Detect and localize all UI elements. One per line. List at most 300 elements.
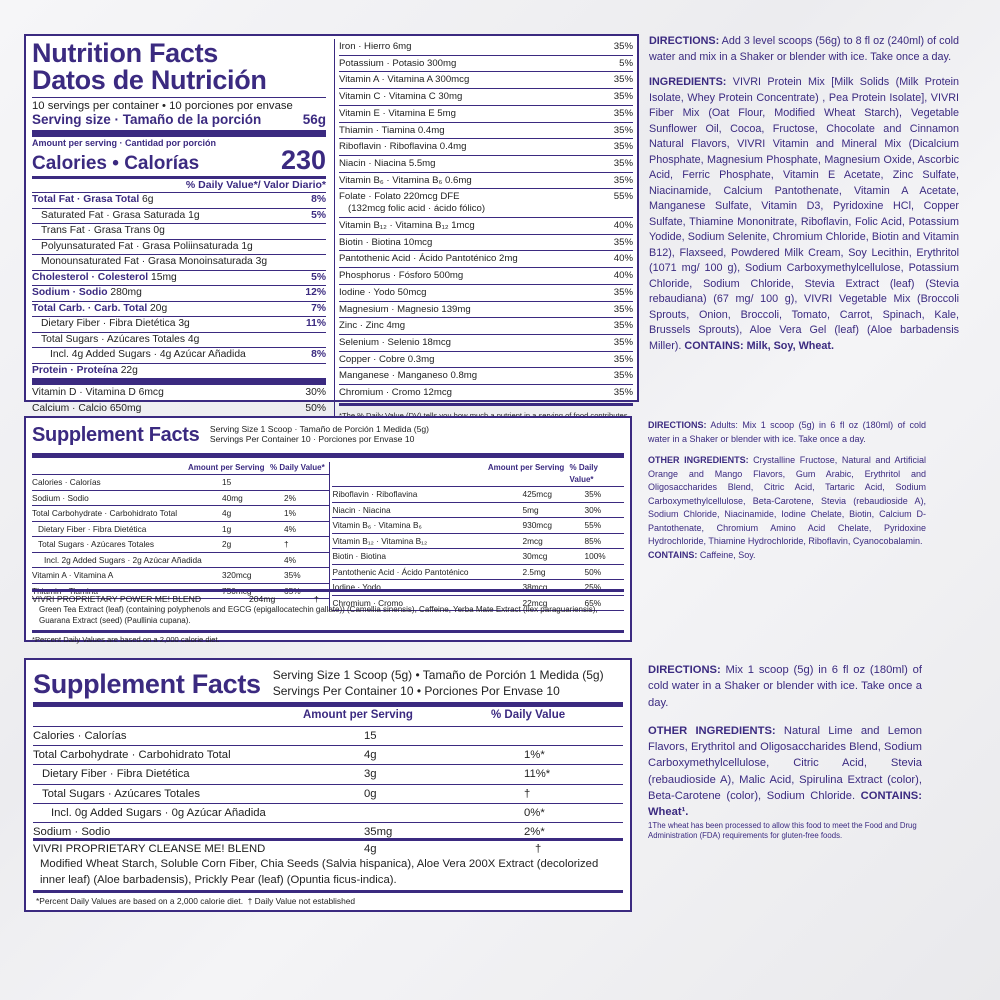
nf-micronutrient-name: Vitamin C · Vitamina C 30mg	[339, 91, 463, 103]
sf1-row-name: Vitamin B₆ · Vitamina B₆	[332, 520, 422, 530]
energy-ingredients-label: OTHER INGREDIENTS:	[648, 455, 749, 465]
sf1-row-dv: 1%	[284, 508, 296, 518]
nf-micronutrient-dv: 35%	[613, 91, 633, 103]
protein-directions-text	[649, 34, 959, 354]
nf-micronutrient-name: Magnesium · Magnesio 139mg	[339, 303, 471, 315]
nf-micronutrient-line	[339, 285, 633, 301]
nf-calories-label: Calories • Calorías	[32, 153, 200, 174]
nf-micronutrient-line	[339, 385, 633, 401]
sf1-row-name: Thiamin · Tiamina	[32, 585, 98, 596]
energy-contains-body: Caffeine, Soy.	[697, 549, 756, 560]
protein-directions-body: Add 3 level scoops (56g) to 8 fl oz (240ml) of cold water and mix in a Shaker or blender with ice. Take once a day.	[649, 35, 959, 63]
nf-micronutrient-row	[339, 173, 633, 190]
sf2-table-row	[33, 784, 623, 803]
nf-micronutrient-row	[339, 268, 633, 285]
nf-micronutrient-row	[339, 218, 633, 235]
sf1-right-header	[332, 462, 624, 487]
nf-micronutrient-name: Thiamin · Tiamina 0.4mg	[339, 124, 445, 136]
protein-directions-label: DIRECTIONS:	[649, 35, 720, 47]
sf1-row-amount: 40mg	[222, 492, 243, 503]
cleanse-contains-label: CONTAINS: Wheat¹.	[648, 790, 922, 819]
nf-nutrient-amount: Trans Fat · Grasa Trans 0g	[41, 225, 165, 236]
sf1-header	[32, 424, 624, 447]
sf1-serving-line2: Servings Per Container 10 · Porciones por Envase 10	[209, 434, 415, 444]
nf-serving-size-label: Serving size · Tamaño de la porción	[32, 112, 262, 127]
sf2-serving-line1: Serving Size 1 Scoop (5g) • Tamaño de Porción 1 Medida (5g)	[272, 668, 604, 682]
sf2-table-row	[33, 764, 623, 783]
sf2-row-amount: 35mg	[364, 826, 393, 839]
sf1-col-amount: Amount per Serving	[487, 463, 565, 472]
sf1-row-dv: 4%	[284, 523, 296, 534]
sf1-row-dv: 35%	[584, 489, 602, 499]
sf1-row-name: Total Sugars · Azúcares Totales	[38, 539, 155, 549]
sf2-table-row	[33, 726, 623, 745]
nf-micronutrient-dv: 35%	[613, 236, 633, 248]
nf-micronutrient-line	[339, 56, 633, 72]
sf1-table-row	[32, 537, 329, 553]
nf-nutrient-label: Protein · Proteína	[32, 364, 118, 376]
nf-micronutrient-row	[339, 352, 633, 369]
nf-micronutrient-row	[339, 318, 633, 335]
sf1-row-amount: 1g	[222, 523, 232, 534]
nf-nutrient-label: Cholesterol · Colesterol	[32, 271, 149, 283]
nf-micronutrient-name: Pantothenic Acid · Ácido Pantoténico 2mg	[339, 253, 518, 265]
nf-micronutrient-row	[339, 189, 633, 218]
sf1-blend-amt: 204mg	[249, 594, 276, 604]
nf-micronutrient-row	[339, 139, 633, 156]
nf-nutrient-name	[32, 286, 142, 301]
nf-micronutrient-line	[339, 302, 633, 318]
sf1-serving	[210, 424, 429, 444]
nf-nutrient-row	[32, 364, 326, 379]
protein-ingredients-label: INGREDIENTS:	[649, 76, 727, 88]
nf-nutrient-amount: Saturated Fat · Grasa Saturada 1g	[41, 209, 200, 221]
protein-contains-label: CONTAINS:	[681, 339, 744, 352]
nf-nutrient-name	[41, 255, 267, 270]
nf-nutrient-row	[32, 317, 326, 333]
nf-nutrient-amount: Incl. 4g Added Sugars · 4g Azúcar Añadida	[50, 349, 246, 360]
nf-micronutrient-row	[339, 106, 633, 123]
nf-micronutrient-row	[339, 251, 633, 268]
energy-directions	[648, 419, 926, 446]
nf-nutrient-name	[32, 364, 138, 379]
nf-nutrient-amount: Dietary Fiber · Fibra Dietética 3g	[41, 318, 190, 329]
nf-nutrient-amount: 280mg	[107, 287, 142, 298]
nf-nutrient-row	[32, 271, 326, 287]
nf-micronutrient-name: Iron · Hierro 6mg	[339, 41, 412, 52]
nf-nutrient-dv: 8%	[311, 349, 326, 360]
sf1-blend-desc-text: Green Tea Extract (leaf) (containing polyphenols and EGCG (epigallocatechin gallate)) (Camellia sinensis), Caffeine, Yerba Mate Extract (Ilex paraguariensis), Guarana Extract (seed) (Paullinia cupana).	[39, 605, 598, 625]
sf2-col-dv: % Daily Value	[491, 709, 566, 721]
sf1-row-amount: 2.5mg	[522, 566, 546, 577]
sf1-row-name: Chromium · Cromo	[332, 597, 404, 608]
sf1-row-amount: 38mcg	[522, 582, 548, 592]
sf1-row-name: Calories · Calorías	[32, 477, 101, 487]
energy-ingredients	[648, 454, 926, 549]
sf1-table-row	[332, 503, 624, 519]
sf1-row-dv: 65%	[584, 597, 602, 608]
nf-nutrient-amount: Polyunsaturated Fat · Grasa Poliinsaturada 1g	[41, 240, 253, 252]
nf-micronutrient-name: Zinc · Zinc 4mg	[339, 320, 406, 332]
sf1-blend-row	[32, 594, 624, 605]
nf-micronutrient-dv: 40%	[613, 270, 633, 282]
sf1-row-name: Vitamin B₁₂ · Vitamina B₁₂	[332, 535, 428, 546]
nf-amount-per: Amount per serving · Cantidad por porción	[32, 138, 217, 148]
nf-nutrient-row	[32, 255, 326, 271]
nf-nutrient-row	[32, 209, 326, 225]
sf1-title: Supplement Facts	[32, 424, 200, 446]
nf-nutrient-dv: 7%	[311, 302, 326, 314]
sf1-row-dv: †	[284, 539, 289, 549]
nf-micronutrient-dv: 35%	[613, 336, 633, 348]
nf-nutrient-label: Sodium · Sodio	[32, 287, 108, 298]
sf1-col-amount: Amount per Serving	[188, 463, 265, 472]
nf-micronutrient-row	[339, 156, 633, 173]
nf-title-es: Datos de Nutrición	[32, 65, 267, 95]
nf-nutrient-name	[32, 302, 167, 317]
nf-micronutrient-row	[339, 235, 633, 252]
cleanse-ingredients	[648, 723, 922, 821]
sf1-table-row	[32, 506, 329, 522]
nf-nutrient-row	[32, 193, 326, 209]
sf1-row-name: Biotin · Biotina	[332, 551, 386, 561]
energy-contains	[648, 549, 926, 563]
nf-micronutrient-line	[339, 218, 633, 234]
nf-right-column	[334, 39, 633, 431]
nf-micronutrient-name: Niacin · Niacina 5.5mg	[339, 157, 436, 169]
nf-nutrient-label: Total Fat · Grasa Total	[32, 194, 140, 205]
sf1-row-amount: 30mcg	[522, 551, 548, 561]
nf-nutrient-name	[32, 193, 154, 208]
nf-micronutrient-name: Copper · Cobre 0.3mg	[339, 353, 435, 365]
nf-nutrient-dv: 5%	[311, 271, 326, 283]
nf-micronutrient-dv: 40%	[613, 253, 633, 265]
nf-micronutrient-dv: 35%	[613, 107, 633, 119]
cleanse-directions-label: DIRECTIONS:	[648, 664, 721, 676]
sf1-row-amount: 2mcg	[522, 535, 543, 546]
sf2-title: Supplement Facts	[33, 669, 261, 699]
sf2-row-dv: 0%*	[524, 806, 545, 819]
sf1-table-row	[32, 568, 329, 584]
sf2-row-amount	[364, 804, 524, 822]
protein-directions	[649, 34, 959, 65]
sf2-blend-row	[33, 842, 623, 857]
energy-directions-label: DIRECTIONS:	[648, 420, 707, 430]
sf1-row-amount: 930mcg	[522, 520, 552, 530]
sf1-table-row	[332, 487, 624, 503]
nf-nutrient-row	[32, 286, 326, 302]
sf1-col-name	[32, 462, 188, 474]
cleanse-directions-body: Mix 1 scoop (5g) in 6 fl oz (180ml) of cold water in a Shaker or blender with ice. Take once a day.	[648, 664, 922, 709]
energy-directions-text	[648, 419, 926, 562]
nf-nutrient-list	[32, 193, 326, 378]
cleanse-ingredients-body: Natural Lime and Lemon Flavors, Erythritol and Oligosaccharides Blend, Sodium Carboxymethylcellulose, Citric Acid, Stevia (rebaudioside A), Malic Acid, Spirulina Extract (color), Beta-Carotene (color), Sodium Chloride.	[648, 724, 922, 803]
sf1-row-dv: 2%	[284, 492, 296, 503]
sf2-blend	[33, 838, 623, 888]
nf-nutrient-dv: 12%	[305, 287, 326, 298]
sf1-row-dv: 55%	[584, 520, 602, 530]
sf1-blend-dv: †	[314, 594, 319, 604]
sf1-col-name	[332, 462, 487, 486]
sf1-row-name: Pantothenic Acid · Ácido Pantoténico	[332, 566, 469, 577]
nf-servings: 10 servings per container • 10 porciones por envase	[32, 100, 293, 112]
nf-micronutrient-name: Vitamin B₆ · Vitamina B₆ 0.6mg	[339, 174, 472, 186]
sf2-row-amount: 3g	[364, 768, 377, 781]
sf2-table	[33, 726, 623, 841]
sf1-row-amount: 320mcg	[222, 570, 252, 580]
sf2-row-dv: 11%*	[524, 768, 551, 781]
nf-vitamin-dv: 50%	[305, 403, 326, 414]
sf1-row-dv: 4%	[284, 554, 296, 565]
nf-micronutrient-line	[339, 251, 633, 267]
nf-nutrient-dv: 8%	[311, 194, 326, 205]
sf2-row-name: Sodium · Sodio	[33, 826, 111, 839]
nf-micronutrient-row	[339, 285, 633, 302]
sf1-row-dv: 85%	[584, 535, 602, 546]
nf-micronutrient-dv: 55%	[613, 191, 633, 203]
sf1-row-amount: 15	[222, 477, 232, 487]
sf1-row-dv: 25%	[584, 582, 602, 592]
nf-micronutrient-row	[339, 302, 633, 319]
cleanse-ingredients-label: OTHER INGREDIENTS:	[648, 724, 776, 737]
supplement-facts-panel-1	[24, 416, 632, 642]
nf-micronutrient-name: Riboflavin · Riboflavina 0.4mg	[339, 141, 467, 153]
nf-micronutrient-dv: 35%	[613, 320, 633, 332]
sf1-table-row	[332, 518, 624, 534]
nf-nutrient-dv: 5%	[311, 209, 326, 221]
nf-serving-size	[32, 112, 326, 128]
cleanse-directions	[648, 662, 922, 711]
nf-micronutrient-line	[339, 72, 633, 88]
nf-micronutrient-name: Selenium · Selenio 18mcg	[339, 336, 451, 348]
sf1-table-row	[332, 565, 624, 581]
sf2-row-amount: 15	[364, 730, 377, 742]
sf2-serving-line2: Servings Per Container 10 • Porciones Por Envase 10	[272, 684, 560, 698]
nf-nutrient-name	[50, 348, 246, 363]
sf1-footnote: *Percent Daily Values are based on a 2,000 calorie diet.	[32, 635, 220, 644]
nf-micronutrient-line	[339, 39, 633, 55]
cleanse-directions-text	[648, 662, 922, 842]
sf1-blend-desc	[32, 605, 624, 626]
nf-nutrient-row	[32, 224, 326, 240]
energy-directions-body: Adults: Mix 1 scoop (5g) in 6 fl oz (180ml) of cold water in a Shaker or blender with ice. Take once a day.	[648, 420, 926, 444]
sf2-blend-dv: †	[535, 843, 542, 855]
sf2-blend-name: VIVRI PROPRIETARY CLEANSE ME! BLEND	[33, 843, 266, 855]
nf-micronutrient-dv: 35%	[613, 370, 633, 382]
sf1-row-name: Vitamin A · Vitamina A	[32, 570, 114, 580]
sf2-footnote: *Percent Daily Values are based on a 2,000 calorie diet. † Daily Value not established	[36, 896, 356, 906]
nf-micronutrient-name: Chromium · Cromo 12mcg	[339, 387, 453, 399]
sf1-row-amount: 425mcg	[522, 489, 552, 499]
nf-micronutrient-name: Manganese · Manganeso 0.8mg	[339, 370, 478, 382]
nf-nutrient-name	[41, 317, 190, 332]
nf-nutrient-name	[32, 271, 177, 286]
sf1-table-row	[32, 553, 329, 569]
sf2-row-name: Dietary Fiber · Fibra Dietética	[42, 768, 190, 781]
sf2-row-name: Incl. 0g Added Sugars · 0g Azúcar Añadida	[51, 806, 266, 819]
nf-micronutrient-line	[339, 318, 633, 334]
sf2-row-name: Calories · Calorías	[33, 730, 127, 742]
nf-micronutrient-dv: 35%	[613, 157, 633, 169]
nf-micronutrient-line	[339, 89, 633, 105]
nf-micronutrient-dv: 35%	[613, 286, 633, 298]
sf1-blend-name: VIVRI PROPRIETARY POWER ME! BLEND	[32, 594, 202, 604]
nf-left-column	[32, 40, 326, 416]
cleanse-note: 1The wheat has been processed to allow this food to meet the Food and Drug Administration (FDA) requirements for gluten-free foods.	[648, 820, 917, 841]
sf1-table-row	[332, 549, 624, 565]
nf-micronutrient-dv: 35%	[613, 124, 633, 136]
sf1-row-dv: 50%	[584, 566, 602, 577]
nf-nutrient-amount: Total Sugars · Azúcares Totales 4g	[41, 333, 200, 345]
nf-vitamin-name: Vitamin D · Vitamina D 6mcg	[32, 387, 164, 398]
nf-vitamin-list	[32, 385, 326, 416]
sf2-header	[33, 667, 623, 701]
supplement-facts-panel-2	[24, 658, 632, 912]
sf1-row-name: Iodine · Yodo	[332, 582, 381, 592]
nf-micronutrient-name: Vitamin A · Vitamina A 300mcg	[339, 74, 470, 86]
sf1-row-amount: 750mcg	[222, 585, 252, 596]
sf2-blend-desc-text: Modified Wheat Starch, Soluble Corn Fiber, Chia Seeds (Salvia hispanica), Aloe Vera 200X Extract (decolorized inner leaf) (Aloe barbadensis), Prickly Pear (leaf) (Opuntia ficus-indica).	[40, 858, 599, 886]
sf1-table-row	[32, 475, 329, 491]
nf-micronutrient-name: Biotin · Biotina 10mcg	[339, 236, 433, 248]
nf-nutrient-label: Total Carb. · Carb. Total	[32, 302, 148, 314]
nf-dv-header: % Daily Value*/ Valor Diario*	[185, 179, 326, 191]
sf1-row-dv: 100%	[584, 551, 606, 561]
sf1-left-header	[32, 462, 329, 475]
sf1-col-dv: % Daily Value*	[569, 463, 598, 484]
nf-micronutrient-line	[339, 173, 633, 189]
nf-micronutrient-name: Vitamin E · Vitamina E 5mg	[339, 107, 456, 119]
sf1-blend	[32, 589, 624, 644]
sf2-blend-desc	[33, 857, 623, 888]
nf-vitamin-dv: 30%	[305, 387, 326, 398]
nf-micronutrient-line	[339, 335, 633, 351]
nf-nutrient-row	[32, 240, 326, 256]
sf2-row-dv: 1%*	[524, 749, 545, 762]
nf-micronutrient-row	[339, 89, 633, 106]
sf1-col-dv: % Daily Value*	[270, 463, 325, 472]
nf-micronutrient-row	[339, 385, 633, 402]
sf1-serving-line1: Serving Size 1 Scoop · Tamaño de Porción 1 Medida (5g)	[209, 424, 430, 434]
protein-ingredients	[649, 75, 959, 354]
nf-micronutrient-line	[339, 139, 633, 155]
sf2-row-name: Total Carbohydrate · Carbohidrato Total	[33, 749, 231, 762]
nf-nutrient-name	[41, 224, 165, 239]
sf1-row-amount: 4g	[222, 508, 232, 518]
nf-micronutrient-dv: 35%	[613, 41, 633, 52]
sf2-blend-amt: 4g	[364, 843, 377, 855]
nf-micronutrient-line	[339, 352, 633, 368]
nf-micronutrient-row	[339, 123, 633, 140]
nf-micronutrient-dv: 35%	[613, 74, 633, 86]
nf-nutrient-amount: 20g	[147, 302, 168, 314]
energy-contains-label: CONTAINS:	[648, 549, 698, 560]
nf-micronutrient-line	[339, 156, 633, 172]
sf1-row-name: Incl. 2g Added Sugars · 2g Azúcar Añadida	[44, 554, 202, 565]
sf2-row-amount: 0g	[364, 787, 377, 800]
nf-nutrient-row	[32, 333, 326, 349]
nf-micronutrient-list	[339, 39, 633, 402]
nf-nutrient-amount: 22g	[117, 364, 138, 376]
nf-nutrient-amount: Monounsaturated Fat · Grasa Monoinsaturada 3g	[41, 256, 268, 267]
sf1-row-dv: 35%	[284, 570, 301, 580]
sf1-row-dv: 30%	[584, 504, 602, 515]
energy-ingredients-body: Crystalline Fructose, Natural and Artificial Orange and Mango Flavors, Gum Arabic, Erythritol and Oligosaccharides Blend, Citric Acid, Tartaric Acid, Sodium Carboxymethylcellulose, Beta-Carotene, Stevia (rebaudioside A), Sodium Chloride, Niacinamide, Iodine Chelate, Biotin, Calcium D-Pantothenate, Chromium Amino Acid Chelate, Pyridoxine Hydrochloride, Thiamine Hydrochloride, Riboflavin, Cyanocobalamin.	[648, 455, 926, 546]
nf-micronutrient-dv: 35%	[613, 174, 633, 186]
sf1-table-row	[32, 522, 329, 538]
nf-micronutrient-line	[339, 368, 633, 384]
nf-micronutrient-row	[339, 39, 633, 56]
sf2-row-name: Total Sugars · Azúcares Totales	[42, 787, 201, 800]
protein-contains-body: Milk, Soy, Wheat.	[743, 339, 834, 352]
nf-micronutrient-row	[339, 72, 633, 89]
nf-micronutrient-line	[339, 123, 633, 139]
nf-title: Nutrition Facts	[32, 38, 219, 68]
nf-micronutrient-name: Iodine · Yodo 50mcg	[339, 286, 427, 298]
sf1-row-amount	[222, 553, 284, 568]
nf-micronutrient-name: Phosphorus · Fósforo 500mg	[339, 270, 464, 282]
nf-nutrient-name	[41, 240, 253, 255]
sf2-row-dv: 2%*	[524, 826, 545, 839]
nf-nutrient-amount: 15mg	[148, 271, 177, 283]
sf1-row-amount: 5mg	[522, 504, 539, 515]
sf2-table-row	[33, 803, 623, 822]
nf-micronutrient-line	[339, 235, 633, 251]
sf1-row-amount: 22mcg	[522, 597, 548, 608]
nf-micronutrient-name: Potassium · Potasio 300mg	[339, 57, 457, 69]
nf-micronutrient-name: Vitamin B₁₂ · Vitamina B₁₂ 1mcg	[339, 220, 475, 232]
nf-nutrient-name	[41, 209, 200, 224]
sf1-row-name: Niacin · Niacina	[332, 504, 391, 515]
sf2-row-amount: 4g	[364, 749, 377, 762]
sf2-serving	[273, 667, 604, 699]
nf-micronutrient-row	[339, 368, 633, 385]
sf1-row-name: Dietary Fiber · Fibra Dietética	[38, 523, 147, 534]
sf1-row-dv: 65%	[284, 585, 301, 596]
nf-micronutrient-line	[339, 268, 633, 284]
nf-micronutrient-sub: (132mcg folic acid · ácido fólico)	[348, 203, 486, 215]
nf-micronutrient-line	[339, 106, 633, 122]
nf-calories	[32, 145, 326, 176]
sf2-col-headers	[33, 709, 623, 721]
nf-nutrient-row	[32, 302, 326, 318]
nf-micronutrient-dv: 35%	[613, 303, 633, 315]
nf-micronutrient-dv: 40%	[613, 220, 633, 232]
nf-nutrient-dv: 11%	[305, 318, 326, 329]
nf-micronutrient-dv: 35%	[613, 353, 633, 365]
sf1-table-row	[332, 534, 624, 550]
nf-micronutrient-row	[339, 56, 633, 73]
nf-calories-value: 230	[280, 145, 326, 175]
nf-vitamin-row	[32, 401, 326, 416]
sf1-row-name: Riboflavin · Riboflavina	[332, 489, 418, 499]
nf-vitamin-row	[32, 385, 326, 401]
nf-micronutrient-dv: 35%	[613, 141, 633, 153]
nf-nutrient-row	[32, 348, 326, 364]
sf2-row-dv: †	[524, 787, 531, 800]
sf2-col-amount: Amount per Serving	[303, 709, 413, 721]
nf-micronutrient-dv: 5%	[619, 57, 633, 69]
sf1-row-amount: 2g	[222, 539, 232, 549]
nf-nutrient-name	[41, 333, 199, 348]
nf-micronutrient-name: Folate · Folato 220mcg DFE	[339, 191, 460, 203]
sf2-table-row	[33, 745, 623, 764]
nf-micronutrient-row	[339, 335, 633, 352]
nutrition-facts-panel	[24, 34, 639, 414]
protein-ingredients-body: VIVRI Protein Mix [Milk Solids (Milk Protein Isolate, Whey Protein Concentrate) , Pea Protein Isolate], VIVRI Fiber Mix (Oat Flour, Modified Wheat Starch), Vegetable Sunflower Oil, Cocoa, Fructose, Chocolate and Cinnamon Natural Flavors, VIVRI Vitamin and Mineral Mix (Dicalcium Phosphate, Magnesium Phosphate, Magnesium Oxide, Ascorbic Acid, Ferric Phosphate, Vitamin E Acetate, Zinc Sulfate, Niacinamide, Calcium Pantothenate, Vitamin A Acetate, Manganese Sulfate, Vitamin D3, Pyridoxine HCl, Copper Sulfate, Thiamine Mononitrate, Riboflavin, Folic Acid, Potassium Yodide, Sodium Selenite, Chromium Chloride, Biotin and Vitamin B12), Flaxseed, Powdered Milk Cream, Soy Lecithin, Erythritol (1071 mg/ 100 g), Sodium Carboxymethylcellulose, Potassium Chloride, Sodium Chloride, Stevia Extract (leaf) (Stevia rebaudiana) (67 mg/ 100 g), VIVRI Vegetable Mix (Broccoli Sprouts, Onion, Broccoli, Tomato, Carrot, Spinach, Kale, Brussels Sprouts), Aloe Vera Gel (leaf) (Aloe barbadensis Miller).	[649, 76, 959, 352]
sf1-row-name: Sodium · Sodio	[32, 492, 89, 503]
nf-micronutrient-dv: 35%	[613, 387, 633, 399]
